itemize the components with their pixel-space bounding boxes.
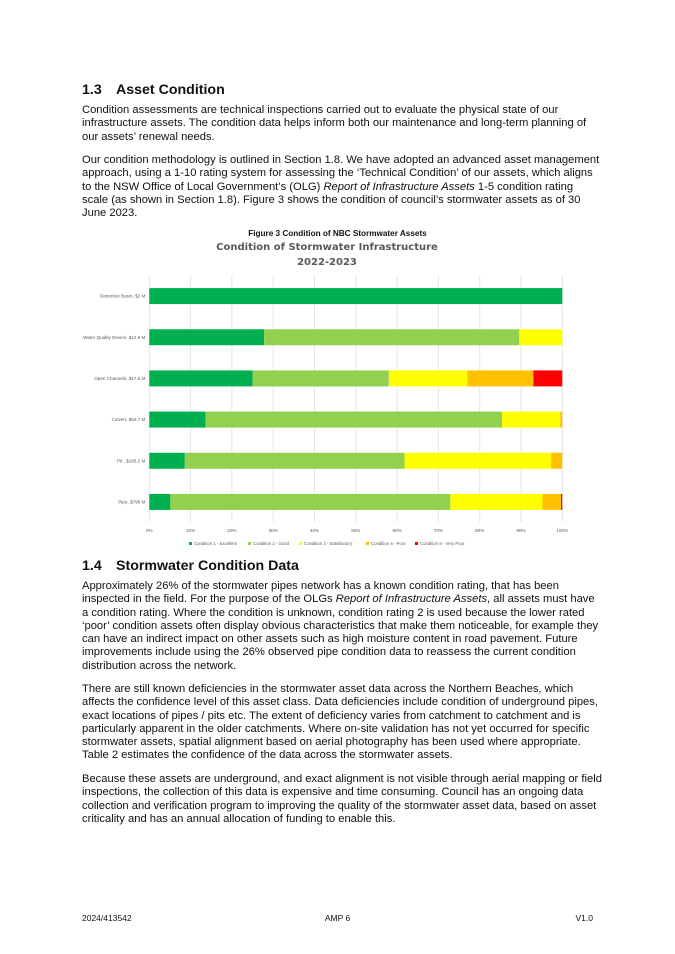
para-text: , all assets must have a condition rating. Where the condition is unknown, condition rating 2 is used because the lower rated ‘poor’ condition assets often display obvious characteristics that make them noticeable, for example they can have an indirect impact on other assets such as high moisture content in road pavement. Future improvements include using the 26% observed pipe condition data to reassess the current condition distribution across the network.: [82, 593, 599, 672]
legend-swatch: [366, 542, 369, 545]
bar-segment: [533, 370, 562, 386]
bar-segment: [450, 494, 542, 510]
bar-segment: [542, 494, 561, 510]
bar-segment: [561, 494, 562, 510]
x-tick-label: 20%: [227, 528, 237, 533]
bar-segment: [405, 453, 552, 469]
bar-segment: [264, 329, 519, 345]
category-label: Pit , $195.2 M: [116, 458, 146, 464]
legend-label: Condition 3 - Satisfactory: [304, 541, 353, 546]
bar-segment: [149, 329, 264, 345]
legend-label: Condition 4 - Poor: [371, 541, 406, 546]
x-tick-label: 90%: [516, 528, 526, 533]
chart-title: Condition of Stormwater Infrastructure: [216, 242, 438, 253]
legend-label: Condition 1 - Excellent: [194, 541, 237, 546]
footer-version: V1.0: [575, 913, 593, 923]
x-tick-label: 40%: [309, 528, 320, 533]
category-label: Pipe, $798 M: [118, 499, 146, 505]
x-tick-label: 60%: [392, 528, 402, 533]
para-text: Our condition methodology is outlined in Section 1.8. We have adopted an advanced asset management approach, using a 1-10 rating system for assessing the ‘Technical Condition’ of our assets, which aligns to the NSW Office of Local Government’s (OLG): [82, 154, 600, 193]
footer-document-id: 2024/413542: [82, 913, 132, 923]
para-text: Approximately 26% of the stormwater pipes network has a known condition rating, that has been inspected in the field. For the purpose of the OLGs: [82, 580, 559, 606]
asset-condition-paragraph-1: Condition assessments are technical inspections carried out to evaluate the physical state of our infrastructure assets. The condition data helps inform both our maintenance and long-term planning of our assets’ renewal needs.: [82, 104, 587, 143]
footer-center-label: AMP 6: [324, 913, 351, 923]
section-title: Stormwater Condition Data: [116, 558, 299, 574]
bar-segment: [185, 453, 405, 469]
section-number: 1.4: [82, 558, 102, 574]
x-tick-label: 50%: [351, 528, 361, 533]
bar-segment: [253, 370, 389, 386]
legend-swatch: [248, 542, 251, 545]
legend-swatch: [415, 542, 418, 545]
bar-segment: [502, 412, 560, 428]
stormwater-data-paragraph-2: There are still known deficiencies in the stormwater asset data across the Northern Beaches, which affects the confidence level of this asset class. Data deficiencies include condition of underground pipes, exact locations of pipes / pits etc. The extent of deficiency varies from catchment to catchment and is particularly apparent in the older catchments. Where on-site validation has not yet occurred for specific stormwater assets, spatial alignment based on aerial photography has been used where appropriate. Table 2 estimates the confidence of the data across the stormwater assets.: [82, 683, 598, 762]
x-tick-label: 0%: [145, 528, 153, 533]
x-tick-label: 30%: [268, 528, 278, 533]
category-label: Culvert, $84.7 M: [111, 417, 146, 423]
legend-label: Condition 5 - Very Poor: [420, 541, 465, 546]
stacked-bar-chart: [0, 270, 675, 555]
asset-condition-paragraph-2: [82, 154, 602, 220]
section-heading-asset-condition: [82, 82, 225, 98]
x-tick-label: 100%: [556, 528, 569, 533]
para-text: 1-5 condition rating scale (as shown in Section 1.8). Figure 3 shows the condition of council’s stormwater assets as of 30 June 2023.: [82, 180, 581, 220]
category-label: Open Channels, $17.6 M: [94, 376, 146, 382]
bar-segment: [149, 288, 562, 304]
bar-segment: [205, 412, 502, 428]
bar-segment: [170, 494, 450, 510]
x-tick-label: 80%: [475, 528, 485, 533]
category-label: Water Quality Device, $12.8 M: [83, 334, 146, 340]
bar-segment: [149, 453, 185, 469]
legend-swatch: [299, 542, 302, 545]
bar-segment: [149, 370, 252, 386]
legend-swatch: [189, 542, 192, 545]
bar-segment: [560, 412, 562, 428]
bar-segment: [149, 494, 170, 510]
legend-label: Condition 2 - Good: [253, 541, 290, 546]
section-number: 1.3: [82, 82, 102, 98]
section-heading-stormwater-condition-data: [82, 558, 299, 574]
bar-segment: [519, 329, 562, 345]
stormwater-data-paragraph-3: Because these assets are underground, and exact alignment is not visible through aerial mapping or field inspections, the collection of this data is expensive and time consuming. Council has an ongoing data collection and verification program to improving the quality of the stormwater asset data, based on asset criticality and has an annual allocation of funding to enable this.: [82, 773, 602, 825]
bar-segment: [551, 453, 562, 469]
bar-segment: [467, 370, 533, 386]
bar-segment: [389, 370, 467, 386]
category-label: Detention Basin, $2 M: [100, 293, 146, 299]
x-tick-label: 10%: [185, 528, 196, 533]
stormwater-data-paragraph-1: [82, 580, 602, 673]
report-title-italic: Report of Infrastructure Assets: [335, 593, 488, 606]
chart-subtitle: 2022-2023: [297, 257, 357, 268]
bar-segment: [149, 412, 205, 428]
report-title-italic: Report of Infrastructure Assets: [323, 180, 475, 193]
figure-caption: Figure 3 Condition of NBC Stormwater Assets: [248, 229, 427, 238]
x-tick-label: 70%: [433, 528, 444, 533]
section-title: Asset Condition: [116, 82, 225, 98]
